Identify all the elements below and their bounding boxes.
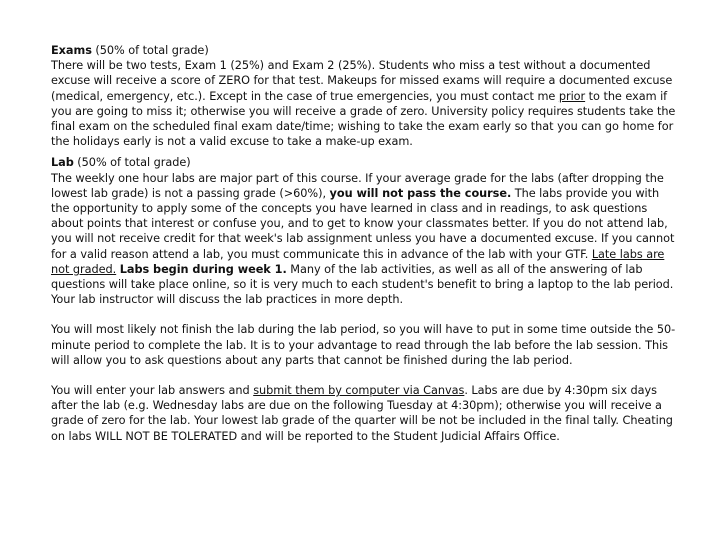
lab-p1-text-3: Many of the lab activities, as well as all of the answering of lab questions will take place online, so it is very much to each student's benefit to bring a laptop to the lab period. Your lab instructor will discuss the lab practices in more depth. [51, 262, 674, 307]
spacer [51, 368, 679, 383]
lab-title-note: (50% of total grade) [73, 156, 191, 170]
exams-text-1: There will be two tests, Exam 1 (25%) and Exam 2 (25%). Students who miss a test without a documented excuse will receive a score of ZERO for that test. Makeups for missed exams will require a documented excuse (medical, emergency, etc.). Except in the case of true emergencies, you must contact me [51, 59, 673, 103]
lab-p1-text-2: The labs provide you with the opportunity to apply some of the concepts you have learned in class and in readings, to ask questions about points that interest or confuse you, and to get to know your classmates better. If you do not attend lab, you will not receive credit for that week's lab assignment unless you have a documented excuse. If you cannot for a valid reason attend a lab, you must communicate this in advance of the lab with your GTF. [51, 186, 675, 261]
lab-heading [51, 155, 679, 170]
spacer [51, 307, 679, 322]
exams-title-note: (50% of total grade) [91, 44, 209, 57]
lab-p3-text-1: You will enter your lab answers and [51, 384, 254, 398]
document-body [51, 43, 679, 444]
lab-p3-text-2: . Labs are due by 4:30pm six days after the lab (e.g. Wednesday labs are due on the following Tuesday at 4:30pm); otherwise you will receive a grade of zero for the lab. Your lowest lab grade of the quarter will be not be included in the final tally. Cheating on labs WILL NOT BE TOLERATED and will be reported to the Student Judicial Affairs Office. [51, 384, 673, 443]
lab-p1-bold-begin: Labs begin during week 1. [119, 262, 287, 276]
lab-section [51, 155, 679, 443]
lab-p1-text-1: The weekly one hour labs are major part of this course. If your average grade for the labs (after dropping the lowest lab grade) is not a passing grade (>60%), [51, 171, 664, 200]
exams-text-2: to the exam if you are going to miss it; otherwise you will receive a grade of zero. University policy requires students take the final exam on the scheduled final exam date/time; wishing to take the exam early so that you can go home for the holidays early is not a valid excuse to take a make-up exam. [51, 89, 676, 149]
exams-section [51, 43, 679, 149]
lab-paragraph-2: You will most likely not finish the lab during the lab period, so you will have to put in some time outside the 50-minute period to complete the lab. It is to your advantage to read through the lab before the lab session. This will allow you to ask questions about any parts that cannot be finished during the lab period. [51, 323, 676, 367]
exams-prior-underlined: prior [558, 89, 586, 103]
lab-p1-bold-warning: you will not pass the course. [329, 186, 512, 200]
exams-paragraph [51, 58, 679, 149]
lab-paragraph-1 [51, 171, 679, 308]
lab-p1-late-labs-underlined: Late labs are not graded. [51, 247, 665, 276]
lab-paragraph-3 [51, 383, 679, 444]
exams-heading [51, 43, 679, 58]
lab-p3-canvas-underlined: submit them by computer via Canvas [253, 384, 465, 398]
lab-title: Lab [51, 156, 74, 170]
exams-title: Exams [51, 44, 92, 57]
